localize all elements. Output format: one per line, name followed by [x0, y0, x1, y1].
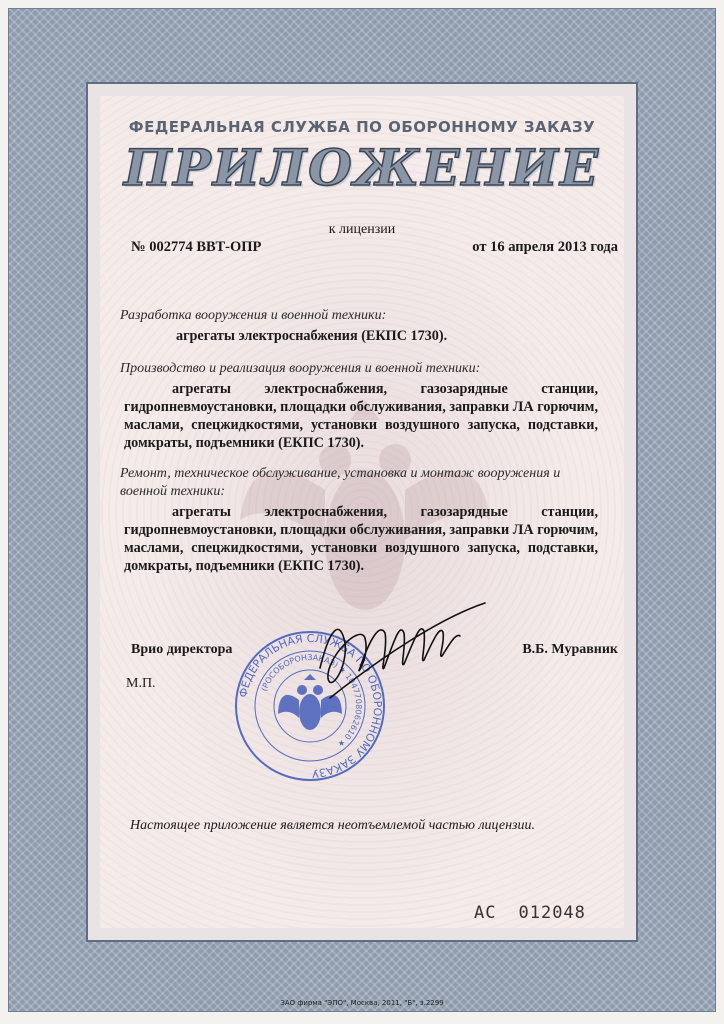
- agency-name: ФЕДЕРАЛЬНАЯ СЛУЖБА ПО ОБОРОННОМУ ЗАКАЗУ: [128, 118, 596, 136]
- document-title: ПРИЛОЖЕНИЕ: [123, 138, 601, 197]
- section-heading-repair-line1: Ремонт, техническое обслуживание, установка и монтаж вооружения и: [120, 466, 561, 481]
- blank-series: АС: [474, 903, 497, 923]
- svg-text:(РОСОБОРОНЗАКАЗ) ★ 10477080626: (РОСОБОРОНЗАКАЗ) ★ 1047708062610 ★: [259, 652, 364, 749]
- blank-serial: [474, 903, 586, 923]
- to-license-label: к лицензии: [328, 222, 396, 237]
- appendix-note: Настоящее приложение является неотъемлемой частью лицензии.: [130, 818, 536, 833]
- printer-imprint: ЗАО фирма "ЭПО", Москва, 2011, "Б", з.2299: [280, 999, 444, 1007]
- section-body-repair: агрегаты электроснабжения, газозарядные станции, гидропневмоустановки, площадки обслуживания, заправки ЛА горючим, маслами, спецжидкостями, установки воздушного запуска, подставки, домкраты, подъемники (ЕКПС 1730).: [124, 504, 598, 574]
- stamp-place-label: М.П.: [126, 676, 156, 691]
- section-body-production: агрегаты электроснабжения, газозарядные станции, гидропневмоустановки, площадки обслуживания, заправки ЛА горючим, маслами, спецжидкостями, установки воздушного запуска, подставки, домкраты, подъемники (ЕКПС 1730).: [124, 381, 598, 451]
- license-number: № 002774 ВВТ-ОПР: [131, 239, 262, 255]
- signatory-name: В.Б. Муравник: [522, 642, 618, 657]
- signatory-position: Врио директора: [131, 642, 233, 657]
- blank-number: 012048: [518, 903, 586, 923]
- section-body-development: агрегаты электроснабжения (ЕКПС 1730).: [176, 328, 448, 344]
- section-heading-production: Производство и реализация вооружения и военной техники:: [120, 361, 481, 376]
- license-date: от 16 апреля 2013 года: [472, 239, 618, 255]
- section-heading-development: Разработка вооружения и военной техники:: [120, 308, 387, 323]
- handwritten-signature-icon: [300, 598, 490, 708]
- section-heading-repair-line2: военной техники:: [120, 484, 226, 499]
- svg-text:ФЕДЕРАЛЬНАЯ СЛУЖБА ПО ОБОРОННО: ФЕДЕРАЛЬНАЯ СЛУЖБА ПО ОБОРОННОМУ ЗАКАЗУ: [236, 631, 385, 781]
